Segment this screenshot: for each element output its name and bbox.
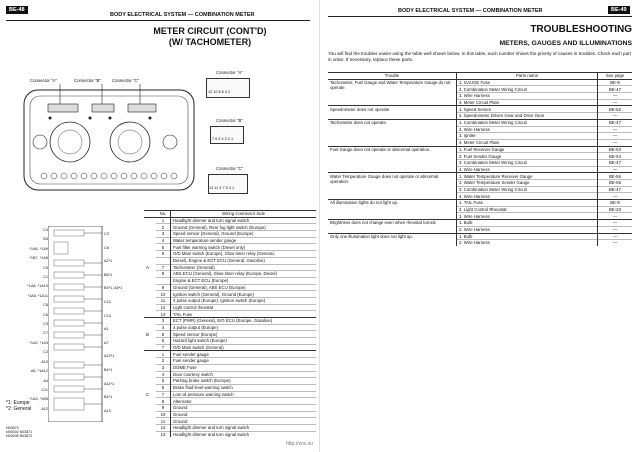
part-name: 2. Combination Meter Wiring Circuit (457, 86, 598, 93)
see-page: BE-54 (598, 153, 633, 160)
table-row (144, 237, 316, 244)
wiring-left-labels (6, 226, 48, 414)
wire-label: C2 (43, 350, 48, 355)
part-name: 2. Fuel Sender Gauge (457, 153, 598, 160)
part-name: 2. Wire Harness (457, 240, 598, 246)
connector-a-shape (206, 78, 250, 98)
table-row (144, 378, 316, 385)
pin-number: 1 (156, 217, 171, 224)
pin-description: Speed sensor (General), Ground (Europe) (171, 231, 317, 238)
table-row (144, 398, 316, 405)
wire-label: A4 (43, 378, 48, 383)
troubleshooting-body (328, 79, 632, 246)
pin-number: 3 (156, 231, 171, 238)
trouble-description: Speedometer does not operate. (328, 106, 457, 119)
left-page-number: BE-48 (6, 6, 28, 14)
see-page: BE-47 (598, 86, 633, 93)
pin-description: Alternator (171, 398, 317, 405)
table-row (144, 257, 316, 264)
wire-label: A12 (41, 406, 48, 411)
see-page: — (598, 226, 633, 233)
wire-label: C5 (43, 265, 48, 270)
see-page: BE-8 (598, 79, 633, 86)
wire-label: B4*1 (104, 367, 113, 372)
table-row (144, 304, 316, 311)
pin-number: 13 (156, 311, 171, 318)
pin-description: Water temperature sender gauge (171, 237, 317, 244)
see-page: — (598, 99, 633, 106)
table-row (144, 318, 316, 325)
connector-b-shape (210, 126, 244, 144)
pin-number: 5 (156, 331, 171, 338)
meter-back-view-diagram (20, 84, 198, 202)
pin-description: Fuel sender gauge (171, 351, 317, 358)
see-page: BE-47 (598, 159, 633, 166)
legend-text: General (13, 406, 32, 412)
table-row (144, 311, 316, 318)
table-row (144, 284, 316, 291)
connector-c-detail-label: Connector "C" (216, 166, 244, 171)
see-page: — (598, 113, 633, 120)
wire-label: A10 (41, 359, 48, 364)
pin-number (156, 277, 171, 284)
pin-description: Engine & ECT ECU (Europe) (171, 277, 317, 284)
table-row (328, 220, 632, 227)
pin-description: Low oil pressure warning switch (171, 391, 317, 398)
figure-codes (6, 426, 32, 439)
see-page: BE-56 (598, 180, 633, 187)
connector-c-label: Connector "C" (112, 78, 140, 83)
pin-number: 3 (156, 364, 171, 371)
wire-label: *1B7, *1A5 (29, 256, 48, 261)
page-gutter (319, 0, 320, 452)
wire-label: C3 (104, 232, 109, 236)
part-name: 4. Meter Circuit Plate (457, 99, 598, 106)
wire-label: B3*1, A5*1 (104, 286, 123, 291)
pin-number: 6 (156, 384, 171, 391)
connector-c-shape (208, 174, 248, 194)
table-header-no: No. (156, 211, 171, 218)
part-name: 1. Bulb (457, 220, 598, 227)
see-page: — (598, 126, 633, 133)
left-title-line1: METER CIRCUIT (CONT'D) (153, 26, 267, 36)
wire-label: *1A6, *1A11 (27, 293, 48, 298)
table-row (144, 324, 316, 331)
table-row (328, 119, 632, 126)
left-title-line2: (W/ TACHOMETER) (168, 37, 252, 47)
trouble-description: All illumination lights do not light up. (328, 200, 457, 220)
left-section-header: BODY ELECTRICAL SYSTEM — COMBINATION METER (110, 12, 255, 18)
connector-b-detail-label: Connector "B" (216, 118, 243, 123)
wire-label: C13 (104, 313, 111, 318)
wire-label: C8 (43, 303, 48, 308)
table-row (144, 217, 316, 224)
table-row (328, 200, 632, 207)
pin-number: 2 (156, 224, 171, 231)
table-row (144, 364, 316, 371)
figure-code: N03005 N03872 (6, 434, 33, 439)
see-page: — (598, 139, 633, 146)
pin-description: ECT (PWR) (General), E/G ECU (Europe, Gasoline) (171, 318, 317, 325)
see-page: — (598, 220, 633, 227)
see-page: — (598, 233, 633, 240)
trouble-description: Only one illumination light does not light up. (328, 233, 457, 246)
right-page-number: BE-49 (608, 6, 630, 14)
pin-number: 9 (156, 404, 171, 411)
wire-label: A6, *1A12 (30, 369, 48, 374)
see-page: BE-56 (598, 173, 633, 180)
pin-number: 13 (156, 431, 171, 437)
part-name: 2. Wire Harness (457, 226, 598, 233)
see-page: BE-33 (598, 206, 633, 213)
troubleshooting-intro: You will find the troubles easier using the table well shown below. In this table, each number shows the priority of causes in troubles. Check each part in order. If necessary, replace these parts. (328, 51, 631, 62)
pin-number: 10 (156, 291, 171, 298)
pin-description: Tachometer (General) (171, 264, 317, 271)
part-name: 4. Meter Circuit Plate (457, 139, 598, 146)
table-row (328, 146, 632, 153)
pin-description: Speed sensor (Europe) (171, 331, 317, 338)
pin-number: 2 (156, 358, 171, 365)
pin-number (156, 257, 171, 264)
part-name: 2. Speedometer Driven Gear and Drive Gear (457, 113, 598, 120)
wire-label: A11*1 (104, 381, 115, 386)
troubleshooting-table (328, 72, 632, 246)
table-row (328, 106, 632, 113)
pin-description: Headlight dimmer and turn signal switch (171, 431, 317, 437)
pin-description: Ground (171, 404, 317, 411)
wire-label: C11 (41, 387, 48, 392)
connector-a-detail-label: Connector "A" (216, 70, 243, 75)
pin-description: Headlight dimmer and turn signal switch (171, 217, 317, 224)
pin-description: Ground (171, 411, 317, 418)
part-name: 2. Light Control Rheostat (457, 206, 598, 213)
pin-description: Ground (General), ABS ECU (Europe) (171, 284, 317, 291)
wire-label: C8 (104, 245, 109, 250)
trouble-description: Tachometer does not operate. (328, 119, 457, 146)
pin-description: Fuel filter warning switch (Diesel only) (171, 244, 317, 251)
pin-description: Parking brake switch (Europe) (171, 378, 317, 385)
table-row (144, 404, 316, 411)
trouble-description: Fuel Gauge does not operate or abnormal operation. (328, 146, 457, 173)
pin-number: 1 (156, 351, 171, 358)
wire-label: C7 (43, 331, 48, 336)
table-row (144, 277, 316, 284)
see-page: BE-47 (598, 119, 633, 126)
connector-a-pins: 12 10 8 6 4 2 (208, 90, 231, 94)
wire-label: A1 (104, 327, 109, 332)
watermark: http://vnx.su (286, 441, 313, 447)
table-row (144, 425, 316, 432)
pin-description: TAIL Fuse (171, 311, 317, 318)
see-page: — (598, 93, 633, 100)
pin-number: 3 (156, 318, 171, 325)
wire-label: C4 (43, 228, 48, 232)
connector-c-pins: 13 11 9 7 5 3 1 (209, 186, 235, 190)
pin-number: 5 (156, 244, 171, 251)
table-row (144, 411, 316, 418)
header-parts-name: Parts name (457, 73, 598, 80)
table-row (144, 264, 316, 271)
see-page: — (598, 133, 633, 140)
table-row (144, 231, 316, 238)
part-name: 4. Wire Harness (457, 166, 598, 173)
table-row (144, 358, 316, 365)
wire-label: B3 (43, 237, 48, 242)
pin-description: O/D Main switch (Europe), Glow timer relay (General, (171, 251, 317, 258)
table-row (328, 233, 632, 240)
table-row (144, 244, 316, 251)
right-section-header: BODY ELECTRICAL SYSTEM — COMBINATION METER (398, 8, 543, 14)
pin-description: O/D Main switch (General) (171, 344, 317, 351)
part-name: 1. Fuel Receiver Gauge (457, 146, 598, 153)
table-row (144, 344, 316, 351)
part-name: 3. Wire Harness (457, 213, 598, 220)
connector-a-label: Connector "A" (30, 78, 57, 83)
part-name: 2. Water Temperature Sender Gauge (457, 180, 598, 187)
left-header-rule (6, 20, 310, 21)
figure-code: N03870 (6, 426, 19, 430)
pin-number: 12 (156, 304, 171, 311)
right-title-line2: METERS, GAUGES AND ILLUMINATIONS (499, 40, 632, 47)
legend-key: *2: (6, 406, 13, 412)
table-row (144, 418, 316, 425)
see-page: BE-47 (598, 186, 633, 193)
wire-label: *1A8, *1A10 (27, 284, 48, 289)
wiring-right-labels (104, 228, 140, 418)
pin-number: 4 (156, 237, 171, 244)
trouble-description: Brightness does not change even when rheostat turned. (328, 220, 457, 233)
pin-number: 7 (156, 264, 171, 271)
part-name: 1. GAUGE Fuse (457, 79, 598, 86)
wire-label: A13 (104, 408, 111, 413)
pin-number: 10 (156, 411, 171, 418)
pin-description: DOME Fuse (171, 364, 317, 371)
wiring-table-body (144, 217, 316, 437)
table-row (144, 371, 316, 378)
pin-number: 12 (156, 425, 171, 432)
legend-key: *1: (6, 400, 13, 406)
pin-number: 9 (156, 284, 171, 291)
wire-label: B6*1 (104, 272, 113, 277)
pin-number: 6 (156, 338, 171, 345)
pin-description: Ground (171, 418, 317, 425)
table-row (144, 297, 316, 304)
right-title-line1: TROUBLESHOOTING (530, 24, 632, 35)
table-header-side: Wiring Connector Side (171, 211, 317, 218)
pin-description: Diesel), Engine & ECT ECU (General, Gasoline) (171, 257, 317, 264)
footnote-legend (6, 400, 31, 412)
pin-description: Hazard light switch (Europe) (171, 338, 317, 345)
legend-text: Europe (13, 400, 30, 406)
wire-label: C12 (104, 299, 111, 304)
wire-label: A2*1 (104, 259, 113, 264)
table-header-letter (144, 211, 156, 218)
pin-number: 8 (156, 398, 171, 405)
pin-number: 11 (156, 297, 171, 304)
pin-description: 4 pulse output (Europe) (171, 324, 317, 331)
pin-number: 4 (156, 324, 171, 331)
wire-label: C9 (43, 322, 48, 327)
pin-number: 5 (156, 378, 171, 385)
part-name: 4. Wire Harness (457, 193, 598, 200)
table-row (328, 79, 632, 86)
part-name: 1. TAIL Fuse (457, 200, 598, 207)
wire-label: A10*1 (104, 354, 115, 359)
table-row (144, 391, 316, 398)
connector-letter: A (144, 217, 156, 317)
see-page: — (598, 193, 633, 200)
header-see-page: See page (598, 73, 633, 80)
connector-b-pins: 7 6 5 4 3 2 1 (212, 137, 234, 141)
pin-description: Brake fluid level warning switch (171, 384, 317, 391)
part-name: 3. Igniter (457, 133, 598, 140)
connector-letter: C (144, 351, 156, 437)
pin-description: Headlight dimmer and turn signal switch (171, 425, 317, 432)
see-page: BE-52 (598, 106, 633, 113)
see-page: — (598, 213, 633, 220)
pin-description: Light control rheostat (171, 304, 317, 311)
trouble-description: Water Temperature Gauge does not operate or abnormal operation. (328, 173, 457, 200)
table-row (144, 251, 316, 258)
part-name: 1. Combination Meter Wiring Circuit (457, 119, 598, 126)
part-name: 2. Wire Harness (457, 126, 598, 133)
see-page: BE-53 (598, 146, 633, 153)
part-name: 1. Speed Sensor (457, 106, 598, 113)
table-row (144, 291, 316, 298)
right-header-rule (328, 16, 632, 17)
pin-number: 6 (156, 251, 171, 258)
part-name: 1. Water Temperature Receiver Gauge (457, 173, 598, 180)
part-name: 3. Combination Meter Wiring Circuit (457, 159, 598, 166)
table-row (144, 224, 316, 231)
figure-code: N04002 N03871 (6, 430, 33, 435)
pin-description: Ground (General), Rear fog light switch (Europe) (171, 224, 317, 231)
table-row (144, 351, 316, 358)
header-trouble: Trouble (328, 73, 457, 80)
part-name: 1. Bulb (457, 233, 598, 240)
wire-label: C1 (43, 275, 48, 280)
table-row (144, 331, 316, 338)
part-name: 3. Combination Meter Wiring Circuit (457, 186, 598, 193)
see-page: — (598, 240, 633, 246)
table-row (144, 384, 316, 391)
pin-number: 7 (156, 391, 171, 398)
pin-description: Ignition switch (General), Ground (Europe) (171, 291, 317, 298)
trouble-description: Tachometer, Fuel Gauge and Water Temperature Gauge do not operate. (328, 79, 457, 106)
connector-b-label: Connector "B" (74, 78, 101, 83)
pin-description: 4 pulse output (Europe), Ignition switch (Europe) (171, 297, 317, 304)
pin-number: 7 (156, 344, 171, 351)
table-row (144, 431, 316, 437)
connector-letter: B (144, 318, 156, 351)
table-row (144, 271, 316, 278)
table-row (328, 173, 632, 180)
pin-description: ABS ECU (General), Glow timer relay (Europe, Diesel) (171, 271, 317, 278)
pin-number: 8 (156, 271, 171, 278)
pin-number: 4 (156, 371, 171, 378)
see-page: — (598, 166, 633, 173)
pin-number: 11 (156, 418, 171, 425)
wiring-connector-table (144, 210, 316, 437)
part-name: 3. Wire Harness (457, 93, 598, 100)
wire-label: C6 (43, 312, 48, 317)
wire-label: *1A6, *1A9 (29, 246, 48, 251)
wire-label: *1A2, *1A3 (29, 340, 48, 345)
pin-description: Door courtesy switch (171, 371, 317, 378)
pin-description: Fuel sender gauge (171, 358, 317, 365)
table-row (144, 338, 316, 345)
wire-label: *1A3, *1B5 (29, 397, 48, 402)
wire-label: A7 (104, 340, 109, 345)
see-page: BE-8 (598, 200, 633, 207)
wire-label: B4*1 (104, 395, 113, 400)
